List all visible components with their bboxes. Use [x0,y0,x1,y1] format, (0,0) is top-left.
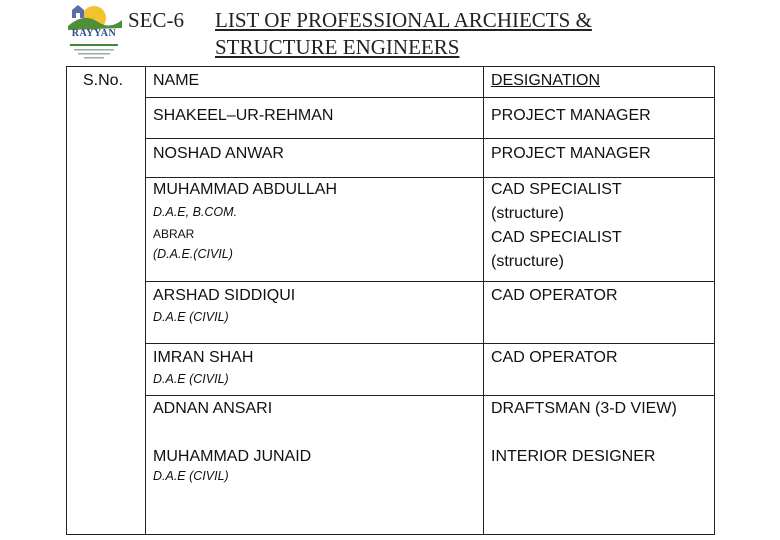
logo-wordmark: RAYYAN [71,28,117,39]
row-divider [145,395,714,396]
row-divider [145,177,714,178]
column-header-name: NAME [153,72,200,89]
staff-name: ABRAR [153,227,195,241]
staff-designation-note: (structure) [491,253,564,270]
staff-designation: CAD OPERATOR [491,349,618,366]
staff-name: NOSHAD ANWAR [153,145,284,162]
staff-name: IMRAN SHAH [153,349,254,366]
staff-designation: DRAFTSMAN (3-D VIEW) [491,400,677,417]
staff-designation: PROJECT MANAGER [491,145,651,162]
staff-name: ARSHAD SIDDIQUI [153,287,296,304]
page-title-line1: LIST OF PROFESSIONAL ARCHIECTS & [215,8,592,32]
staff-name: MUHAMMAD ABDULLAH [153,181,338,198]
row-divider [145,281,714,282]
row-divider [145,97,714,98]
row-divider [145,343,714,344]
staff-designation: CAD SPECIALIST [491,229,622,246]
staff-name: SHAKEEL–UR-REHMAN [153,107,334,124]
row-divider [145,138,714,139]
column-header-sno: S.No. [83,72,124,89]
staff-designation-note: (structure) [491,205,564,222]
column-header-designation: DESIGNATION [491,72,601,89]
staff-qualification: D.A.E (CIVIL) [153,372,229,386]
staff-designation: PROJECT MANAGER [491,107,651,124]
staff-name: MUHAMMAD JUNAID [153,448,312,465]
staff-qualification: D.A.E (CIVIL) [153,469,229,483]
staff-table [66,66,715,535]
staff-designation: CAD SPECIALIST [491,181,622,198]
staff-qualification: D.A.E (CIVIL) [153,310,229,324]
page-title-line2: STRUCTURE ENGINEERS [215,35,460,59]
section-number: SEC-6 [128,8,185,32]
staff-name: ADNAN ANSARI [153,400,273,417]
company-logo [64,2,124,64]
staff-qualification: (D.A.E.(CIVIL) [153,247,233,261]
staff-designation: CAD OPERATOR [491,287,618,304]
staff-designation: INTERIOR DESIGNER [491,448,656,465]
staff-qualification: D.A.E, B.COM. [153,205,238,219]
